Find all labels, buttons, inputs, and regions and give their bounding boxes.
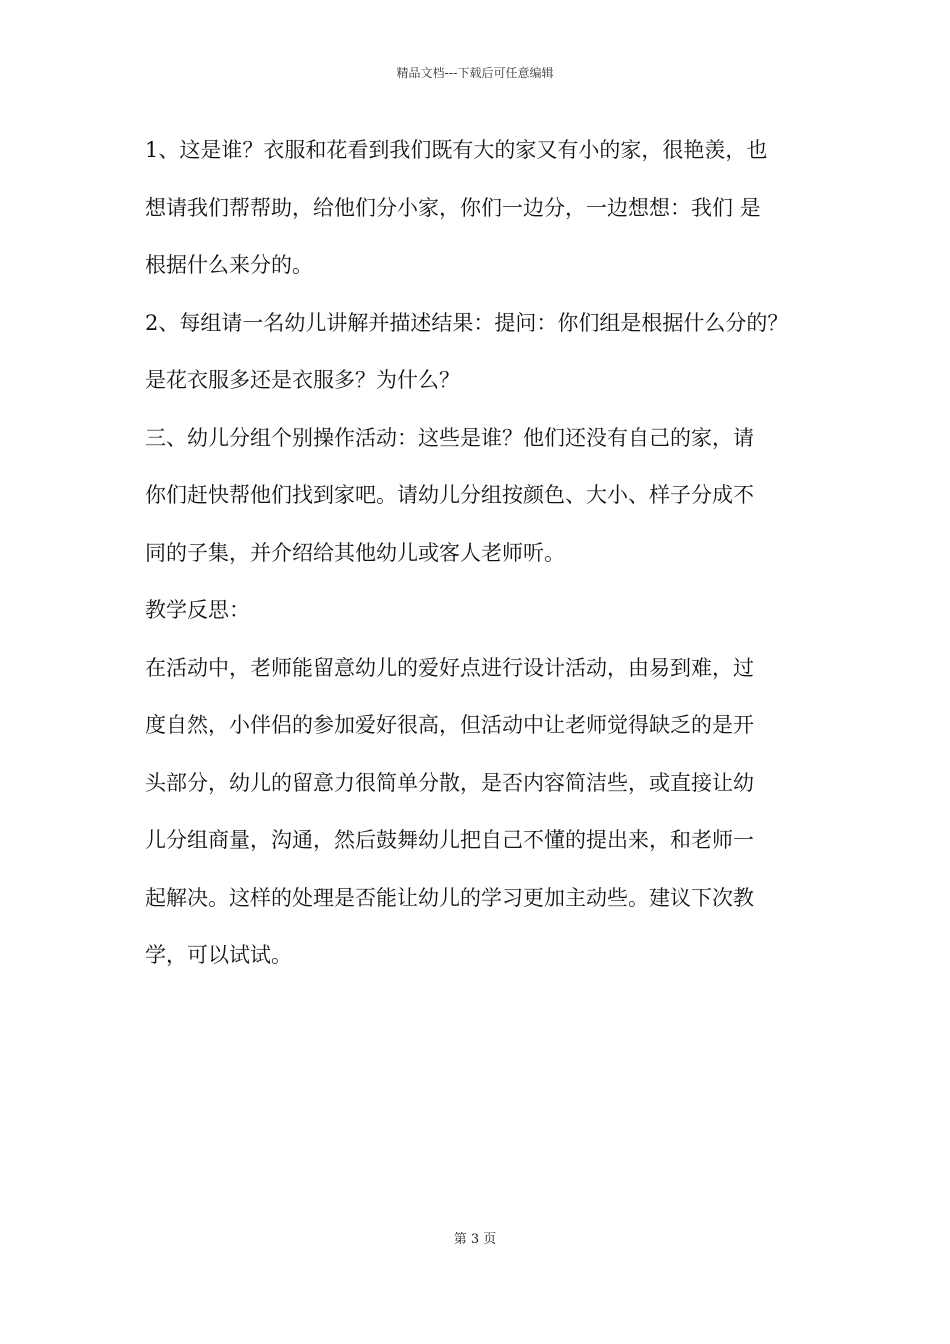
document-body	[145, 130, 810, 993]
text-line: 起解决。这样的处理是否能让幼儿的学习更加主动些。建议下次教	[145, 885, 754, 910]
text-line: 三、幼儿分组个别操作活动：这些是谁？他们还没有自己的家，请	[145, 425, 754, 450]
page-number: 第 3 页	[453, 1232, 497, 1247]
text-line: 同的子集，并介绍给其他幼儿或客人老师听。	[145, 540, 565, 565]
text-line: 根据什么来分的。	[145, 253, 313, 277]
text-line: 2、每组请一名幼儿讲解并描述结果：提问：你们组是根据什么分的？	[145, 310, 789, 335]
text-line: 在活动中，老师能留意幼儿的爱好点进行设计活动，由易到难，过	[145, 655, 754, 680]
section-heading: 教学反思：	[145, 598, 250, 622]
text-line: 儿分组商量，沟通，然后鼓舞幼儿把自己不懂的提出来，和老师一	[145, 828, 754, 852]
page-header: 精品文档---下载后可任意编辑	[396, 66, 554, 80]
text-line: 学，可以试试。	[145, 943, 292, 967]
text-line: 度自然，小伴侣的参加爱好很高，但活动中让老师觉得缺乏的是开	[145, 713, 754, 737]
text-line: 你们赶快帮他们找到家吧。请幼儿分组按颜色、大小、样子分成不	[145, 483, 754, 507]
text-line: 1、这是谁？衣服和花看到我们既有大的家又有小的家，很艳羡，也	[145, 138, 768, 162]
text-line: 想请我们帮帮助，给他们分小家，你们一边分，一边想想：我们 是	[145, 195, 761, 220]
text-line: 是花衣服多还是衣服多？为什么？	[145, 368, 460, 392]
text-line: 头部分，幼儿的留意力很简单分散，是否内容简洁些，或直接让幼	[145, 770, 754, 795]
